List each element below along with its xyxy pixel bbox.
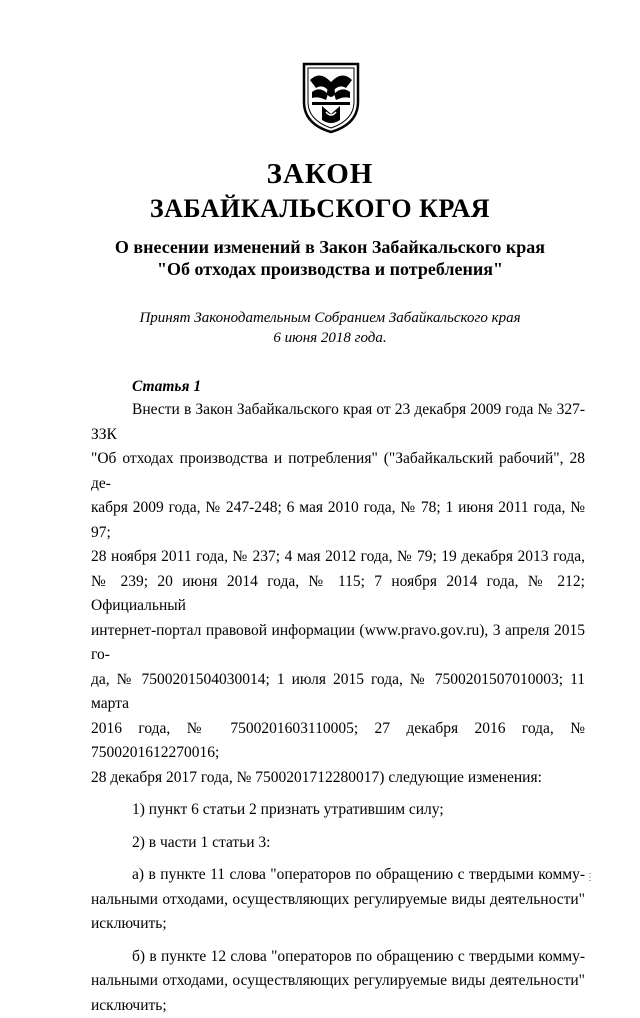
intro-line: № 239; 20 июня 2014 года, № 115; 7 ноября 2014 года, № 212; Официальный	[91, 570, 585, 619]
subitem-a-line: исключить;	[91, 912, 585, 937]
subitem-b-line: исключить;	[91, 994, 585, 1018]
intro-line: 2016 года, № 7500201603110005; 27 декабря 2016 года, № 7500201612270016;	[91, 717, 585, 766]
adoption-note	[0, 308, 640, 348]
subtitle-line: О внесении изменений в Закон Забайкальского края	[0, 236, 640, 258]
article-body	[91, 398, 585, 1018]
list-item-2: 2) в части 1 статьи 3:	[91, 831, 585, 856]
list-item-1: 1) пункт 6 статьи 2 признать утратившим силу;	[91, 798, 585, 823]
law-title: ЗАКОН	[0, 158, 640, 191]
intro-line: интернет-портал правовой информации (www.pravo.gov.ru), 3 апреля 2015 го-	[91, 619, 585, 668]
intro-line: 28 ноября 2011 года, № 237; 4 мая 2012 года, № 79; 19 декабря 2013 года,	[91, 545, 585, 570]
subitem-a-line: а) в пункте 11 слова "операторов по обращению с твердыми комму-	[91, 863, 585, 888]
law-subtitle	[0, 236, 640, 280]
law-region-title: ЗАБАЙКАЛЬСКОГО КРАЯ	[0, 194, 640, 224]
subitem-a-line: нальными отходами, осуществляющих регулируемые виды деятельности"	[91, 888, 585, 913]
intro-line: Внести в Закон Забайкальского края от 23 декабря 2009 года № 327-ЗЗК	[91, 398, 585, 447]
coat-of-arms-emblem	[300, 62, 362, 134]
subitem-b-line: б) в пункте 12 слова "операторов по обращению с твердыми комму-	[91, 945, 585, 970]
subtitle-line: "Об отходах производства и потребления"	[0, 258, 640, 280]
intro-line: кабря 2009 года, № 247-248; 6 мая 2010 года, № 78; 1 июня 2011 года, № 97;	[91, 496, 585, 545]
subitem-b-line: нальными отходами, осуществляющих регулируемые виды деятельности"	[91, 969, 585, 994]
intro-line: "Об отходах производства и потребления" ("Забайкальский рабочий", 28 де-	[91, 447, 585, 496]
adoption-date: 6 июня 2018 года.	[0, 328, 640, 348]
intro-line: да, № 7500201504030014; 1 июля 2015 года, № 7500201507010003; 11 марта	[91, 668, 585, 717]
article-heading: Статья 1	[132, 378, 201, 396]
scan-mark: ⋮	[585, 872, 595, 883]
intro-line: 28 декабря 2017 года, № 7500201712280017) следующие изменения:	[91, 766, 585, 791]
adoption-line: Принят Законодательным Собранием Забайкальского края	[0, 308, 640, 328]
